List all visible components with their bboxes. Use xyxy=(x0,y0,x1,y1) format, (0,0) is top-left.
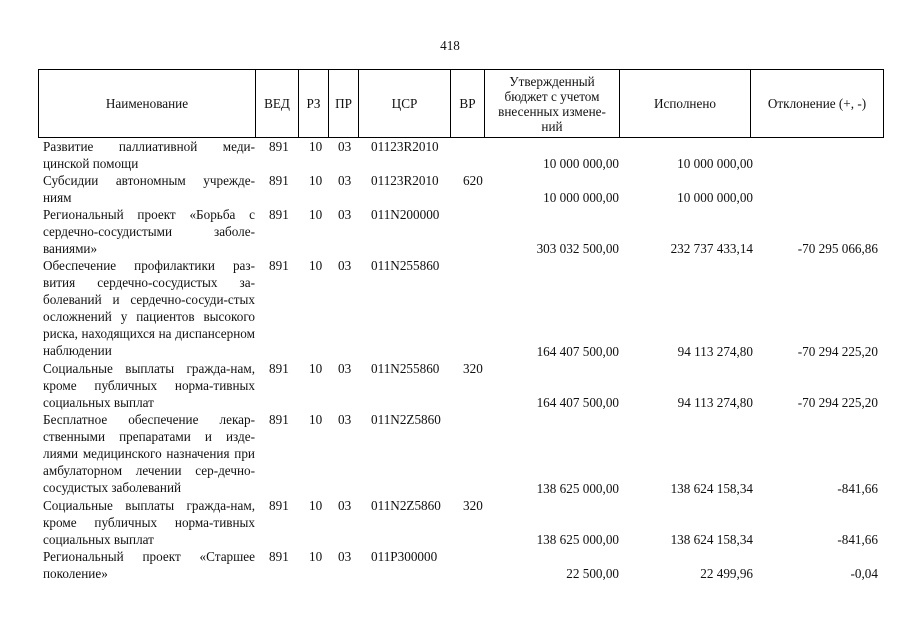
row-executed: 94 113 274,80 xyxy=(677,395,753,410)
row-ved: 891 xyxy=(269,412,289,427)
row-ved: 891 xyxy=(269,207,289,222)
row-vr: 620 xyxy=(463,173,483,188)
row-csr: 01123R2010 xyxy=(371,173,439,188)
header-vr: ВР xyxy=(451,70,485,138)
row-ved: 891 xyxy=(269,549,289,564)
row-approved: 22 500,00 xyxy=(566,566,619,581)
header-pr: ПР xyxy=(329,70,359,138)
row-vr: 320 xyxy=(463,361,483,376)
row-approved: 164 407 500,00 xyxy=(536,344,619,359)
header-rz: РЗ xyxy=(299,70,329,138)
row-rz: 10 xyxy=(309,361,323,376)
header-deviation: Отклонение (+, -) xyxy=(751,70,884,138)
row-executed: 10 000 000,00 xyxy=(677,190,753,205)
header-csr: ЦСР xyxy=(359,70,451,138)
row-name: Региональный проект «Старшее поколение» xyxy=(43,549,255,582)
row-executed: 138 624 158,34 xyxy=(670,532,753,547)
row-vr: 320 xyxy=(463,498,483,513)
row-rz: 10 xyxy=(309,498,323,513)
row-csr: 011N255860 xyxy=(371,258,440,273)
row-csr: 01123R2010 xyxy=(371,139,439,154)
row-rz: 10 xyxy=(309,258,323,273)
row-approved: 10 000 000,00 xyxy=(543,156,619,171)
row-csr: 011P300000 xyxy=(371,549,438,564)
row-name: Развитие паллиативной меди-цинской помощи xyxy=(43,139,255,172)
row-csr: 011N255860 xyxy=(371,361,440,376)
row-approved: 303 032 500,00 xyxy=(536,241,619,256)
row-pr: 03 xyxy=(338,207,352,222)
row-name: Обеспечение профилактики раз-вития сердечно-сосудистых за-болеваний и сердечно-сосуди-стых осложнений у пациентов высокого риска, находящихся на диспансерном наблюдении xyxy=(43,258,255,359)
row-name: Социальные выплаты гражда-нам, кроме публичных норма-тивных социальных выплат xyxy=(43,361,255,411)
row-executed: 10 000 000,00 xyxy=(677,156,753,171)
row-pr: 03 xyxy=(338,173,352,188)
row-csr: 011N2Z5860 xyxy=(371,412,441,427)
row-executed: 22 499,96 xyxy=(700,566,753,581)
row-pr: 03 xyxy=(338,549,352,564)
row-rz: 10 xyxy=(309,412,323,427)
row-pr: 03 xyxy=(338,498,352,513)
header-name: Наименование xyxy=(39,70,256,138)
row-pr: 03 xyxy=(338,412,352,427)
header-ved: ВЕД xyxy=(256,70,299,138)
row-ved: 891 xyxy=(269,498,289,513)
row-rz: 10 xyxy=(309,549,323,564)
row-rz: 10 xyxy=(309,207,323,222)
row-ved: 891 xyxy=(269,258,289,273)
row-ved: 891 xyxy=(269,361,289,376)
row-approved: 138 625 000,00 xyxy=(536,532,619,547)
row-deviation: -70 295 066,86 xyxy=(797,241,878,256)
header-approved: Утвержденный бюджет с учетом внесенных измене-ний xyxy=(485,70,620,138)
row-deviation: -70 294 225,20 xyxy=(797,344,878,359)
row-approved: 10 000 000,00 xyxy=(543,190,619,205)
row-deviation: -841,66 xyxy=(837,532,878,547)
row-approved: 138 625 000,00 xyxy=(536,481,619,496)
row-executed: 94 113 274,80 xyxy=(677,344,753,359)
row-pr: 03 xyxy=(338,258,352,273)
row-name: Бесплатное обеспечение лекар-ственными препаратами и изде-лиями медицинского назначения при амбулаторном лечении сер-дечно-сосудистых заболеваний xyxy=(43,412,255,496)
table-header xyxy=(38,69,884,138)
row-rz: 10 xyxy=(309,173,323,188)
row-deviation: -0,04 xyxy=(850,566,878,581)
header-executed: Исполнено xyxy=(620,70,751,138)
row-rz: 10 xyxy=(309,139,323,154)
row-pr: 03 xyxy=(338,139,352,154)
row-name: Субсидии автономным учрежде-ниям xyxy=(43,173,255,206)
row-deviation: -841,66 xyxy=(837,481,878,496)
row-deviation: -70 294 225,20 xyxy=(797,395,878,410)
page-number: 418 xyxy=(440,38,460,53)
row-name: Региональный проект «Борьба с сердечно-сосудистыми заболе-ваниями» xyxy=(43,207,255,257)
row-pr: 03 xyxy=(338,361,352,376)
row-csr: 011N2Z5860 xyxy=(371,498,441,513)
row-ved: 891 xyxy=(269,173,289,188)
row-approved: 164 407 500,00 xyxy=(536,395,619,410)
row-name: Социальные выплаты гражда-нам, кроме публичных норма-тивных социальных выплат xyxy=(43,498,255,548)
row-executed: 232 737 433,14 xyxy=(670,241,753,256)
row-executed: 138 624 158,34 xyxy=(670,481,753,496)
row-csr: 011N200000 xyxy=(371,207,440,222)
row-ved: 891 xyxy=(269,139,289,154)
